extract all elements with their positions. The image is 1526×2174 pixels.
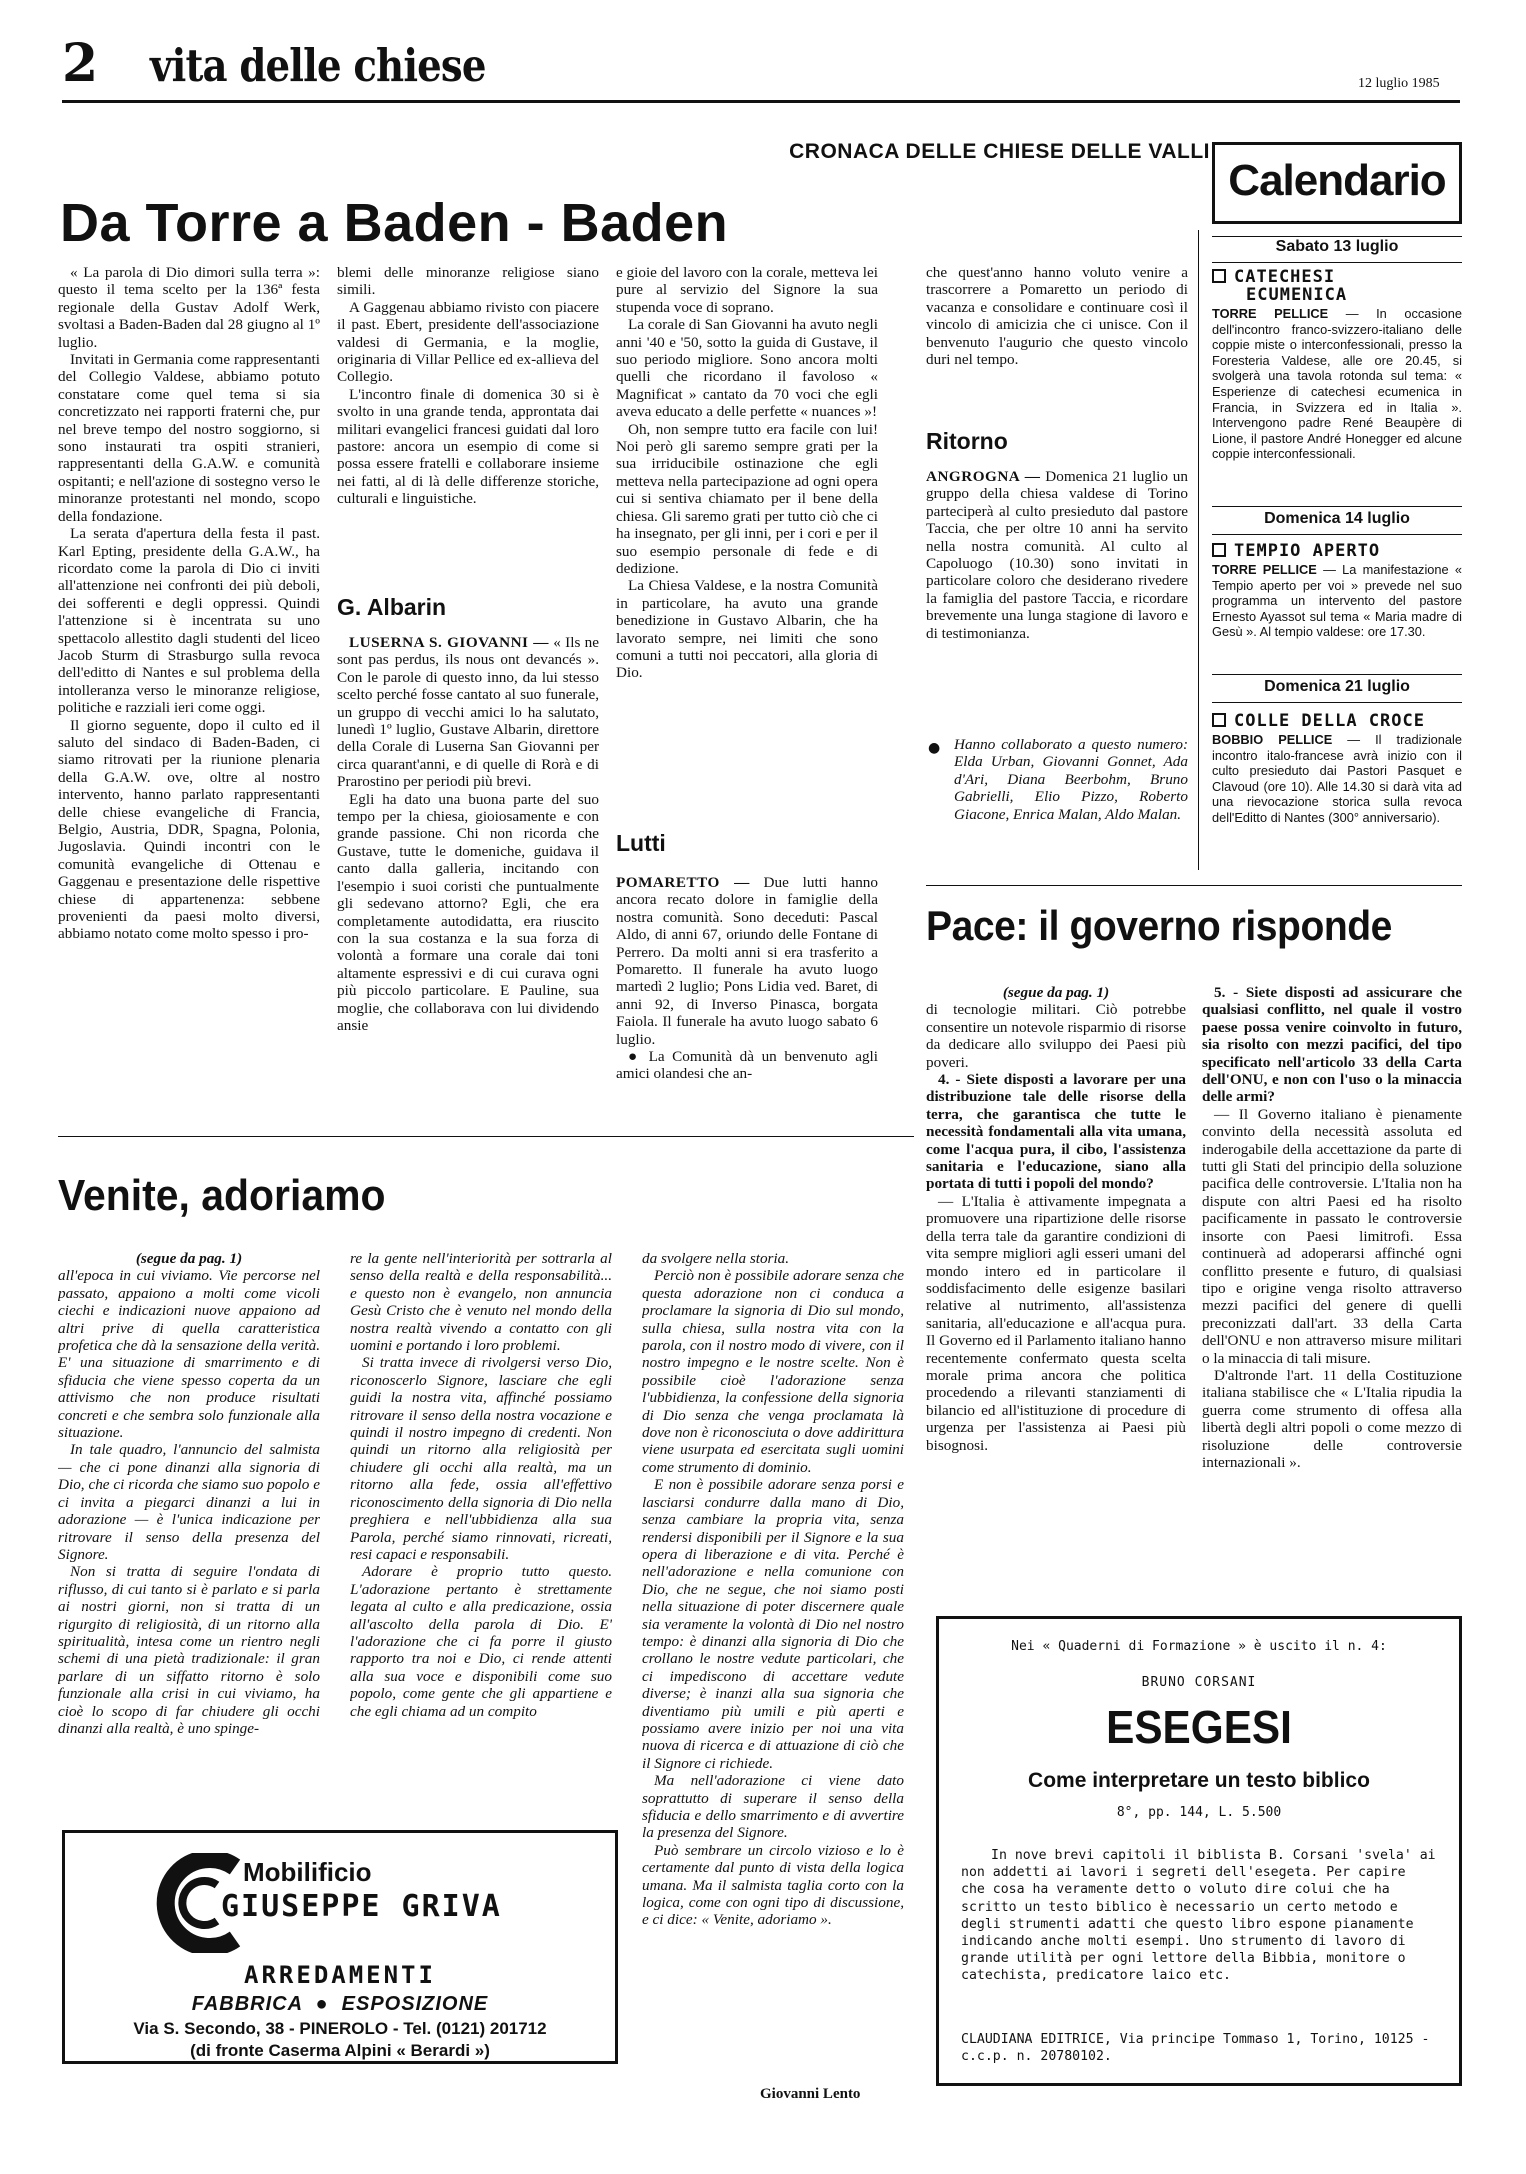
- question: 5. - Siete disposti ad assicurare che qualsiasi conflitto, nel quale il vostro paese possa venire coinvolto in futuro, sia risolto con mezzi pacifici, del tipo specificato nell'articolo 33 della Carta dell'ONU, e non con l'uso o la minaccia delle armi?: [1202, 984, 1462, 1106]
- paragraph: E non è possibile adorare senza porsi e lasciarsi condurre dalla mano di Dio, senza cambiare la propria vita, senza rendersi disponibili per il Signore e la sua opera di liberazione e di vita. Perché è nell'adorazione e nella comunione con Dio, che ne segue, che noi siamo posti nella situazione di poter discernere quale sia veramente la volontà di Dio nel nostro tempo: è dinanzi alla signoria di Dio che crollano le nostre vedute particolari, che ci impediscono di accettare vedute diverse; è inanzi alla sua signoria che diventiamo più umili e più aperti e possiamo avere inizio per noi una vita nuova di ricerca e di attuazione di ciò che il Signore ci richiede.: [642, 1476, 904, 1772]
- paragraph: La corale di San Giovanni ha avuto negli anni '40 e '50, sotto la guida di Gustave, il suo periodo migliore. Sono ancora molti quelli che ricordano il favoloso « Magnificat » cantato da 70 voci che egli aveva educato a delle perfette « nuances »!: [616, 316, 878, 421]
- paragraph: re la gente nell'interiorità per sottrarla al senso della realtà e della responsabilità... e questo non è evangelo, non annuncia Gesù Cristo che è venuto nel mondo della nostra realtà vivendo a contatto con gli uomini e portando i loro problemi.: [350, 1250, 612, 1355]
- dateline: LUSERNA S. GIOVANNI —: [349, 634, 549, 651]
- event-title: COLLE DELLA CROCE: [1234, 711, 1425, 731]
- event-title: ECUMENICA: [1246, 285, 1348, 305]
- paragraph: La serata d'apertura della festa il past. Karl Epting, presidente della G.A.W., ha ricordato come la parola di Dio ci inviti all'attenzione nei confronti dei più deboli, dei sofferenti e degli oppressi. Quindi l'attenzione si è incentrata su uno spettacolo allestito dagli studenti del liceo Jacob Sturm di Strasburgo sulla revoca dell'editto di Nantes e sul problema della intolleranza verso le minoranze religiose, politiche e razziali ieri come oggi.: [58, 525, 320, 717]
- calendar-rule: [1212, 262, 1462, 263]
- griva-landmark: (di fronte Caserma Alpini « Berardi »): [190, 2041, 490, 2060]
- paragraph: Invitati in Germania come rappresentanti del Collegio Valdese, abbiamo potuto constatare come quel tema si sia concretizzato nei rapporti fraterni che, pur nel breve tempo del nostro soggiorno, si sono instaurati tra ospiti stranieri, rappresentanti della G.A.W. e comunità ospitanti; e nell'azione di sostegno verso le minoranze protestanti nel mondo, scopo della fondazione.: [58, 351, 320, 525]
- paragraph: Due lutti hanno ancora recato dolore in famiglie della nostra comunità. Sono deceduti: Pascal Aldo, di anni 67, oriundo delle Fontane di Perrero. Da molti anni si era trasferito a Pomaretto. Il funerale ha avuto luogo martedì 2 luglio; Pons Lidia ved. Baret, di anni 92, di Inverso Pinasca, borgata Faiola. Il funerale ha avuto luogo sabato 6 luglio.: [616, 874, 878, 1048]
- calendar-event: [1212, 712, 1462, 826]
- paragraph: — L'Italia è attivamente impegnata a promuovere una ripartizione delle risorse della terra tale da garantire condizioni di vita sempre migliori agli esseri umani del mondo intero ed in particolare il soddisfacimento delle esigenze basilari relative al nutrimento, all'assistenza sanitaria, all'educazione e all'acqua pura. Il Governo ed il Parlamento italiano hanno recentemente confermato questa scelta morale prima ancora che politica procedendo a rilevanti stanziamenti di bilancio ed all'istituzione di procedure di urgenza per l'assistenza ai Paesi più bisognosi.: [926, 1192, 1186, 1454]
- event-text: — In occasione dell'incontro franco-svizzero-italiano delle coppie miste o interconfessionali, presso la Foresteria Valdese, alle ore 20.45, si svolgerà una tavola rotonda sul tema: « Esperienze di catechesi ecumenica in Francia, in Svizzera ed in Italia ». Intervengono padre René Beaupère di Lione, il pastore André Honegger ed alcune coppie interconfessionali.: [1212, 306, 1462, 462]
- calendar-rule: [1212, 534, 1462, 535]
- griva-brand-line1: Mobilificio: [243, 1857, 372, 1887]
- lutti-column: [616, 874, 878, 1124]
- paragraph: Oh, non sempre tutto era facile con lui! Noi però gli saremo sempre grati per la sua irriducibile ostinazione che egli metteva nella partecipazione ad ogni opera cui si sentiva chiamato per il bene della chiesa. Gli saremo grati per tutto ciò che ci ha insegnato, per gli inni, per i cori e per il suo esempio personale di fede e di dedizione.: [616, 420, 878, 577]
- event-place: BOBBIO PELLICE: [1212, 732, 1333, 747]
- esegesi-subtitle: Come interpretare un testo biblico: [1028, 1769, 1370, 1792]
- esegesi-title: ESEGESI: [1106, 1701, 1292, 1753]
- paragraph: Ma nell'adorazione ci viene dato soprattutto di superare il senso della sfiducia e dello smarrimento e di avvertire la presenza del Signore.: [642, 1772, 904, 1842]
- checkbox-icon: [1212, 269, 1226, 283]
- collaborators-note: [954, 736, 1188, 856]
- event-title: CATECHESI: [1234, 267, 1336, 287]
- calendar-day: Domenica 21 luglio: [1264, 678, 1410, 695]
- calendar-rule: [1212, 506, 1462, 507]
- griva-fabbrica-line: [65, 1993, 615, 2016]
- article-title: Da Torre a Baden - Baden: [60, 193, 729, 253]
- esegesi-details: 8°, pp. 144, L. 5.500: [1116, 1805, 1282, 1820]
- article-column-2: [337, 264, 599, 594]
- paragraph: Egli ha dato una buona parte del suo tempo per la chiesa, gioiosamente e con grande passione. Chi non ricorda che Gustave, tutte le domeniche, guidava il canto dalla galleria, incitando con l'esempio i suoi coristi che puntualmente gli sedevano attorno? Egli, che era completamente autodidatta, era riuscito con la sua costanza e la sua forza di volontà a formare una corale dai toni altamente espressivi e di cui curava ogni più piccolo particolare. E Pauline, sua moglie, che collaborava con lui dividendo ansie: [337, 790, 599, 1034]
- question: 4. - Siete disposti a lavorare per una distribuzione tale delle risorse della terra, che garantisca che tutte le necessità fondamentali alla vita umana, come l'acqua pura, il cibo, l'assistenza sanitaria e l'educazione, siano alla portata di tutti i popoli del mondo?: [926, 1071, 1186, 1193]
- paragraph: all'epoca in cui viviamo. Vie percorse nel passato, appaiono a molti come vicoli ciechi e indicazioni nuove appaiono ad altri prive di quella caratteristica profetica che dà la sensazione della verità. E' una situazione di smarrimento e di sfiducia che viene spesso coperta da un attivismo che non produce risultati concreti e che sembra solo funzionale alla situazione.: [58, 1267, 320, 1442]
- griva-arredamenti: ARREDAMENTI: [244, 1961, 436, 1989]
- paragraph: Hanno collaborato a questo numero: Elda Urban, Giovanni Gonnet, Ada d'Ari, Diana Beerbohm, Bruno Gabrielli, Elio Pizzo, Roberto Giacone, Enrica Malan, Aldo Malan.: [954, 736, 1188, 823]
- esegesi-body: In nove brevi capitoli il biblista B. Corsani 'svela' ai non addetti ai lavori i segreti dell'esegeta. Per capire che cosa ha veramente detto o voluto dire colui che ha scritto un testo biblico è necessario un certo metodo e degli strumenti adatti che questo libro espone pianamente indicando anche molti esempi. Uno strumento di lavoro di grande utilità per ogni lettore della Bibbia, monitore o catechista, predicatore laico etc.: [961, 1848, 1436, 1984]
- paragraph: D'altronde l'art. 11 della Costituzione italiana stabilisce che « L'Italia ripudia la guerra come strumento di offesa alla libertà degli altri popoli o come mezzo di risoluzione delle controversie internazionali ».: [1202, 1366, 1462, 1471]
- paragraph: « La parola di Dio dimori sulla terra »: questo il tema scelto per la 136ª festa regionale della Gustav Adolf Werk, svoltasi a Baden-Baden dal 28 giugno al 1º luglio.: [58, 264, 320, 351]
- venite-column-1: [58, 1250, 320, 1818]
- column-divider: [1198, 230, 1199, 870]
- section-rule: [58, 1136, 914, 1137]
- event-title: TEMPIO APERTO: [1234, 541, 1381, 561]
- paragraph: Domenica 21 luglio un gruppo della chiesa valdese di Torino parteciperà al culto presieduto dal pastore Taccia, che per oltre 10 anni ha servito nella nostra comunità. Al culto al Capoluogo (10.30) sono invitati in particolare coloro che desiderano rivedere la famiglia del pastore Taccia, e ricordare brevemente una lunga stagione di lavoro e di testimonianza.: [926, 468, 1188, 642]
- paragraph: Si tratta invece di rivolgersi verso Dio, riconoscerlo Signore, lasciare che egli guidi la nostra vita, affinché possiamo ritrovare il senso della nostra vocazione e quindi il nostro impegno di credenti. Non quindi un ritorno alla religiosità per chiudere gli occhi alla realtà, ma un ritorno alla fede, ossia all'effettivo riconoscimento della signoria di Dio nella preghiera e nell'ubbidienza alla sua Parola, perché siamo rinnovati, ricreati, resi capaci e responsabili.: [350, 1354, 612, 1563]
- paragraph: e gioie del lavoro con la corale, metteva lei pure al servizio del Signore la sua stupenda voce di soprano.: [616, 264, 878, 316]
- griva-brand-line2: GIUSEPPE GRIVA: [221, 1889, 502, 1924]
- paragraph: L'incontro finale di domenica 30 si è svolto in una grande tenda, approntata dai militari evangelici francesi guidati dal loro pastore: ancora un esempio di come si possa essere fratelli e collaborare insieme nei fatti, al di là delle differenze storiche, culturali e linguistiche.: [337, 385, 599, 508]
- section-rule: [926, 885, 1462, 886]
- page-number: 2: [62, 33, 99, 94]
- venite-title: Venite, adoriamo: [58, 1171, 386, 1220]
- griva-address: Via S. Secondo, 38 - PINEROLO - Tel. (0121) 201712: [133, 2019, 547, 2038]
- paragraph: di tecnologie militari. Ciò potrebbe consentire un notevole risparmio di risorse da dedicare allo sviluppo dei Paesi più poveri.: [926, 1001, 1186, 1071]
- obituary-column-continued: [616, 264, 878, 824]
- griva-esposizione: ESPOSIZIONE: [341, 1993, 489, 2015]
- esegesi-publisher: CLAUDIANA EDITRICE, Via principe Tommaso 1, Torino, 10125 - c.c.p. n. 20780102.: [961, 2032, 1430, 2065]
- calendar-day: Sabato 13 luglio: [1275, 238, 1399, 255]
- paragraph: La Comunità dà un benvenuto agli amici olandesi che an-: [616, 1048, 878, 1083]
- paragraph: Può sembrare un circolo vizioso e lo è certamente dal punto di vista della logica umana. Ma il salmista taglia corto con la logica, come con ogni tipo di discussione, e ci dice: « Venite, adoriamo ».: [642, 1841, 904, 1929]
- event-place: TORRE PELLICE: [1212, 562, 1317, 577]
- venite-column-3: [642, 1250, 904, 2088]
- esegesi-ad: [936, 1616, 1462, 2086]
- column-4: [926, 264, 1188, 404]
- calendar-event: [1212, 542, 1462, 640]
- paragraph: Adorare è proprio tutto questo. L'adorazione pertanto è strettamente legata al culto e alla predicazione, ossia all'ascolto della parola di Dio. E' l'adorazione che ci fa porre il giusto rapporto tra noi e Dio, ci rende attenti alla sua voce e disponibili come suo popolo, come gente che gli appartiene e che egli chiama ad un compito: [350, 1563, 612, 1720]
- paragraph: — Il Governo italiano è pienamente convinto della necessità assoluta ed inderogabile della accettazione da parte di tutti gli Stati del principio della soluzione pacifica delle controversie. L'Italia non ha dispute con altri Paesi ed ha risolto pacificamente in passato le controversie insorte con Paesi limitrofi. Essa continuerà ad adoperarsi affinché ogni conflitto presente e futuro, di qualsiasi tipo e origine venga risolto attraverso mezzi pacifici del genere di quelli preconizzati dall'art. 33 della Carta dell'ONU e non attraverso misure militari o la minaccia di tali misure.: [1202, 1105, 1462, 1367]
- paragraph: Perciò non è possibile adorare senza che questa adorazione non ci conduca a proclamare la signoria di Dio sul mondo, sulla chiesa, sulla nostra vita con la parola, con il nostro modo di vivere, con il nostro impegno e le nostre scelte. Non è possibile cioè l'adorazione senza l'ubbidienza, la confessione della signoria di Dio senza che venga proclamata là dove non è riconosciuta o dove addirittura viene usurpata ed esercitata sugli uomini come strumento di dominio.: [642, 1267, 904, 1476]
- venite-signature: Giovanni Lento: [760, 2086, 861, 2102]
- calendar-rule: [1212, 702, 1462, 703]
- continued-note: (segue da pag. 1): [1002, 984, 1110, 1001]
- paragraph: blemi delle minoranze religiose siano simili.: [337, 264, 599, 299]
- paragraph: La Chiesa Valdese, e la nostra Comunità in particolare, ha avuto una grande benedizione in Gustavo Albarin, che ha lavorato sempre, nei limiti che sono comuni a tutti noi peccatori, alla gloria di Dio.: [616, 577, 878, 682]
- ritorno-heading: Ritorno: [926, 428, 1008, 454]
- griva-fabbrica: FABBRICA: [191, 1993, 303, 2015]
- obituary-column: [337, 634, 599, 1124]
- paragraph: da svolgere nella storia.: [642, 1250, 790, 1267]
- paragraph: Il giorno seguente, dopo il culto ed il saluto del sindaco di Baden-Baden, ci siamo ritrovati per la riunione plenaria della G.A.W. ove, oltre al nostro intervento, hanno parlato rappresentanti delle chiese evangeliche di Francia, Belgio, Austria, DDR, Spagna, Polonia, Jugoslavia. Quindi incontri con le comunità evangeliche di Ottenau e Gaggenau e presentazione delle rispettive chiese di appartenenza: sebbene provenienti da paesi molto diversi, abbiamo notato come molto spesso i pro-: [58, 716, 320, 943]
- collab-bullet-icon: ●: [928, 740, 941, 756]
- lutti-heading: Lutti: [616, 830, 666, 856]
- calendar-rule: [1212, 236, 1462, 237]
- paragraph: « Ils ne sont pas perdus, ils nous ont devancés ». Con le parole di questo inno, da lui stesso scelto perché fosse cantato al suo funerale, un gruppo di vecchi amici lo ha salutato, lunedì 1º luglio, Gustave Albarin, direttore della Corale di Luserna San Giovanni per circa quarant'anni, e di quelle di Rorà e di Prarostino per periodi più brevi.: [337, 634, 599, 791]
- checkbox-icon: [1212, 713, 1226, 727]
- event-text: — La manifestazione « Tempio aperto per voi » prevede nel suo programma un intervento del pastore Ernesto Ayassot sul tema « Maria madre di Gesù ». Al tempio valdese: ore 17.30.: [1212, 562, 1462, 640]
- continued-note: (segue da pag. 1): [135, 1250, 243, 1267]
- dateline: POMARETTO —: [616, 874, 750, 891]
- dateline: ANGROGNA —: [926, 468, 1041, 485]
- esegesi-intro: Nei « Quaderni di Formazione » è uscito il n. 4:: [1011, 1639, 1387, 1654]
- calendar-title: Calendario: [1228, 156, 1446, 205]
- section-title: vita delle chiese: [150, 39, 486, 92]
- issue-date: 12 luglio 1985: [1358, 76, 1440, 91]
- pace-column-2: [1202, 984, 1462, 1604]
- calendar-rule: [1212, 674, 1462, 675]
- pace-column-1: [926, 984, 1186, 1604]
- event-place: TORRE PELLICE: [1212, 306, 1329, 321]
- calendar-day: Domenica 14 luglio: [1264, 510, 1410, 527]
- paragraph: In tale quadro, l'annuncio del salmista — che ci pone dinanzi alla signoria di Dio, che ci ricorda che siamo suo popolo e ci invita a piegarci dinanzi a lui in adorazione — è l'unica indicazione per ritrovare il senso della presenza del Signore.: [58, 1441, 320, 1563]
- header-rule: [62, 100, 1460, 103]
- bullet-icon: ●: [628, 1048, 641, 1066]
- article-column-1: [58, 264, 320, 1124]
- griva-ad: [62, 1830, 618, 2064]
- section-kicker: CRONACA DELLE CHIESE DELLE VALLI: [789, 140, 1210, 163]
- paragraph: Non si tratta di seguire l'ondata di riflusso, di cui tanto si è parlato e si parla ai nostri giorni, non si tratta di un rigurgito di religiosità, di un ritorno alla spiritualità, intesa come un rientro negli schemi di una pietà tradizionale: il gran parlare di un siffatto ritorno è solo funzionale alla crisi in cui viviamo, ha cioè lo scopo di far chiudere gli occhi dinanzi alla realtà, è uno spinge-: [58, 1563, 320, 1737]
- checkbox-icon: [1212, 543, 1226, 557]
- paragraph: A Gaggenau abbiamo rivisto con piacere il past. Ebert, presidente dell'associazione valdesi di Germania, e la moglie, originaria di Villar Pellice ed ex-allieva del Collegio.: [337, 298, 599, 386]
- paragraph: che quest'anno hanno voluto venire a trascorrere a Pomaretto un periodo di vacanza e consolidare e continuare così il vincolo di amicizia che ci unisce. Con il benvenuto l'augurio che questo vincolo duri nel tempo.: [926, 264, 1188, 369]
- ritorno-column: [926, 468, 1188, 728]
- article-signature: G. Albarin: [337, 594, 447, 620]
- bullet-icon: ●: [308, 1993, 336, 2015]
- esegesi-author: BRUNO CORSANI: [1141, 1675, 1257, 1690]
- pace-title: Pace: il governo risponde: [926, 902, 1392, 949]
- venite-column-2: [350, 1250, 612, 1818]
- calendar-event: [1212, 268, 1462, 462]
- event-text: — Il tradizionale incontro italo-francese avrà inizio con il culto presieduto dai Pastori Pasquet e Clavoud (ore 10). Alle 14.30 si darà vita ad una rievocazione storica sulla revoca dell'Editto di Nantes (300° anniversario).: [1212, 732, 1462, 825]
